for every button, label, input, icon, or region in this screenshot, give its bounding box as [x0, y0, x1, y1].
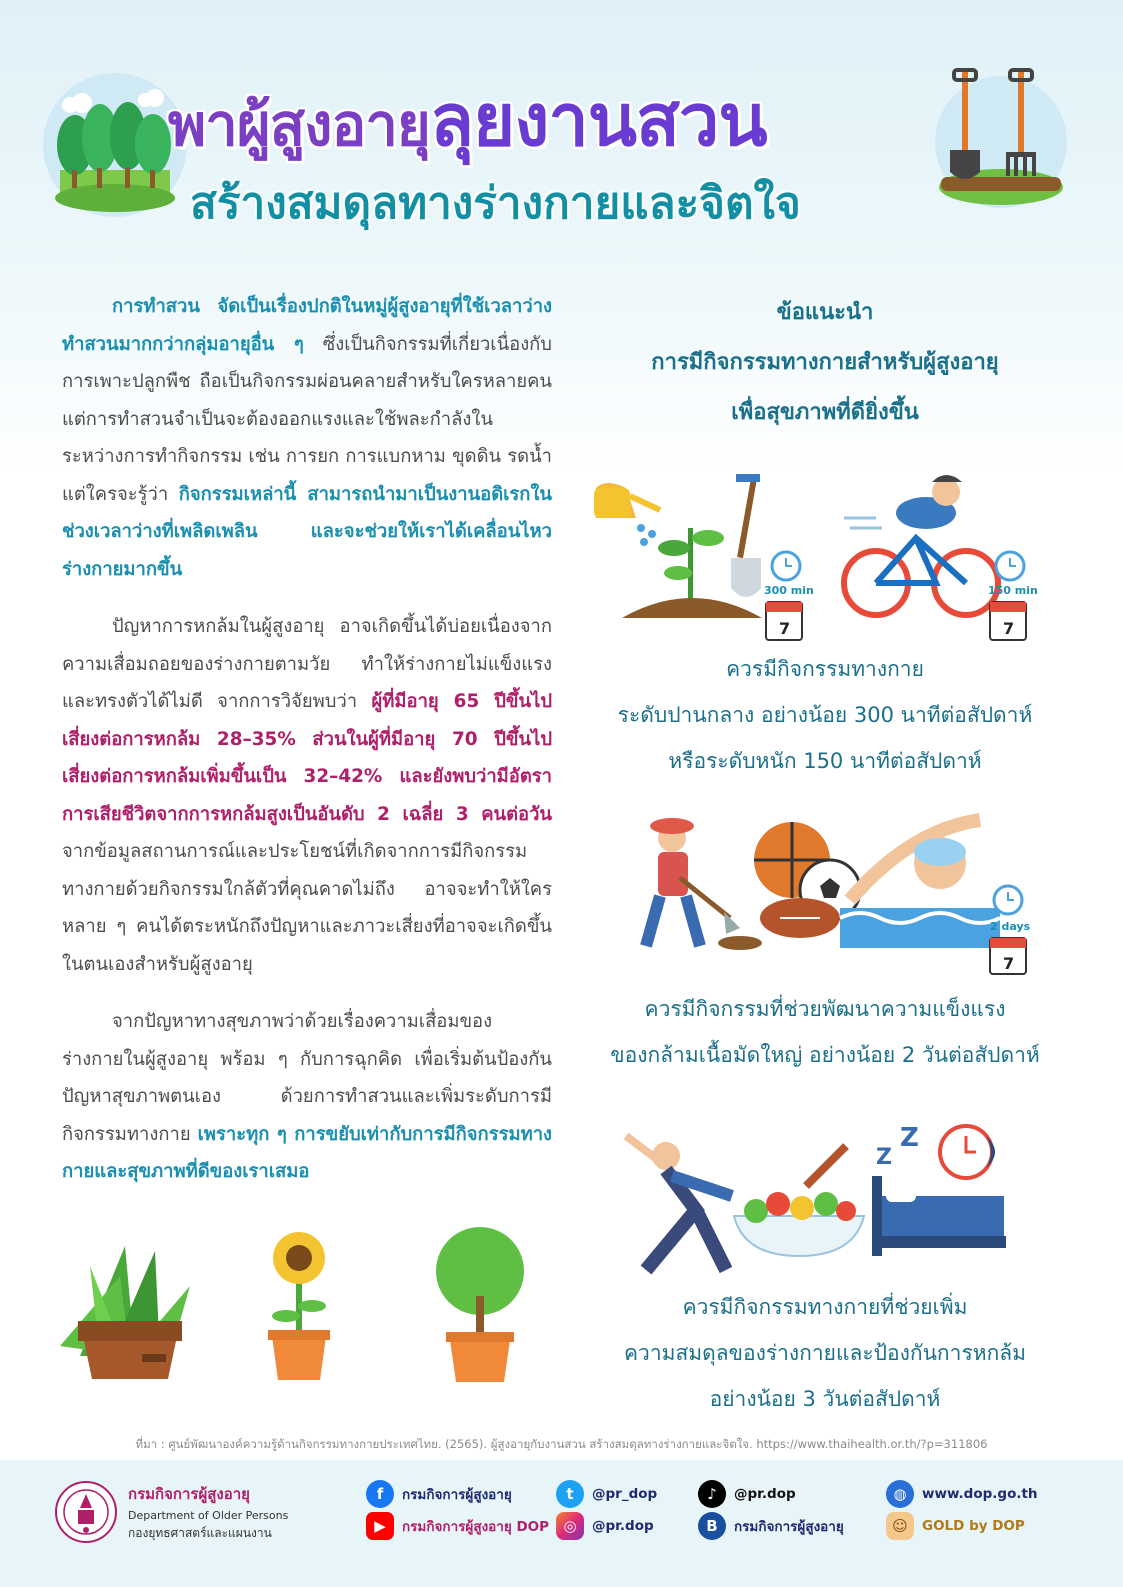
salad-bowl-icon: [734, 1146, 864, 1256]
department-division: กองยุทธศาสตร์และแผนงาน: [128, 1525, 272, 1540]
p2-highlight: ผู้ที่มีอายุ 65 ปีขึ้นไป เสี่ยงต่อการหกล้ม 28–35% ส่วนในผู้ที่มีอายุ 70 ปีขึ้นไป เสี่ยงต่อการหกล้มเพิ่มขึ้นเป็น 32–42% และยังพบว่ามีอัตราการเสียชีวิตจากการหกล้มสูงเป็นอันดับ 2 เฉลี่ย 3 คนต่อวัน: [62, 691, 553, 825]
footer: [0, 1460, 1123, 1587]
blockdit-link[interactable]: [698, 1512, 844, 1540]
tiktok-icon: ♪: [698, 1480, 726, 1508]
page-subtitle: สร้างสมดุลทางร่างกายและจิตใจ: [190, 178, 801, 229]
title-part2: ลุยงานสวน: [429, 78, 767, 162]
p2-text-2: จากข้อมูลสถานการณ์และประโยชน์ที่เกิดจากการมีกิจกรรมทางกายด้วยกิจกรรมใกล้ตัวที่คุณคาดไม่ถึง อาจจะทำให้ใครหลาย ๆ คนได้ตระหนักถึงปัญหาและภาวะเสี่ยงที่อาจจะเกิดขึ้นในตนเองสำหรับผู้สูงอายุ: [62, 841, 552, 975]
twitter-link[interactable]: [556, 1480, 657, 1508]
rec-title-line1: ข้อแนะนำ: [776, 300, 874, 325]
calendar-day: 7: [1003, 954, 1015, 973]
rec1-line3: หรือระดับหนัก 150 นาทีต่อสัปดาห์: [668, 749, 982, 773]
p3-text: จากปัญหาทางสุขภาพว่าด้วยเรื่องความเสื่อมของร่างกายในผู้สูงอายุ พร้อม ๆ กับการฉุกคิด เพื่อเริ่มต้นป้องกันปัญหาสุขภาพตนเอง ด้วยการทำสวนและเพิ่มระดับการมีกิจกรรมทางกาย: [62, 1011, 552, 1145]
tiktok-link[interactable]: [698, 1480, 796, 1508]
rec3-line2: ความสมดุลของร่างกายและป้องกันการหกล้ม: [623, 1341, 1026, 1365]
snake-plant-icon: [60, 1246, 190, 1379]
title-part1: พาผู้สูงอายุ: [168, 91, 430, 159]
svg-text:Z: Z: [876, 1145, 892, 1170]
recommendations: [580, 288, 1070, 438]
bed-sleep-icon: [872, 1123, 1006, 1256]
watering-can-icon: [594, 483, 660, 546]
instagram-link[interactable]: [556, 1512, 654, 1540]
stretching-woman-icon: [626, 1136, 732, 1270]
page-title: [168, 62, 948, 177]
facebook-icon: f: [366, 1480, 394, 1508]
p3-highlight: เพราะทุก ๆ การขยับเท่ากับการมีกิจกรรมทางกายและสุขภาพที่ดีของเราเสมอ: [62, 1123, 553, 1182]
garden-tools-icon: [926, 62, 1076, 212]
article-paragraph-2: [62, 608, 552, 983]
gold-app-icon: ☺: [886, 1512, 914, 1540]
department-name: กรมกิจการผู้สูงอายุ: [128, 1484, 250, 1503]
department-block: [54, 1480, 288, 1544]
calendar-day: 7: [1003, 619, 1015, 638]
facebook-link[interactable]: [366, 1480, 512, 1508]
twitter-icon: t: [556, 1480, 584, 1508]
recommendation-3: [580, 1284, 1070, 1422]
globe-icon: ◍: [886, 1480, 914, 1508]
soil-icon: [622, 598, 762, 618]
clock-icon: [772, 552, 800, 580]
tiktok-label: @pr.dop: [734, 1486, 796, 1502]
instagram-icon: ◎: [556, 1512, 584, 1540]
rec1-line2: ระดับปานกลาง อย่างน้อย 300 นาทีต่อสัปดาห์: [617, 703, 1033, 727]
badge-300min: 300 min: [764, 584, 814, 597]
rec-title: [580, 288, 1070, 438]
youtube-label: กรมกิจการผู้สูงอายุ DOP: [402, 1519, 550, 1535]
source-citation: ที่มา : ศูนย์พัฒนาองค์ความรู้ด้านกิจกรรมทางกายประเทศไทย. (2565). ผู้สูงอายุกับงานสวน สร้างสมดุลทางร่างกายและจิตใจ. https://www.thaihealth.or.th/?p=311806: [135, 1437, 988, 1451]
blockdit-label: กรมกิจการผู้สูงอายุ: [734, 1519, 844, 1535]
rec2-line1: ควรมีกิจกรรมที่ช่วยพัฒนาความแข็งแรง: [644, 997, 1006, 1021]
rec-title-line2: การมีกิจกรรมทางกายสำหรับผู้สูงอายุ: [651, 350, 999, 375]
gardener-digging-icon: [646, 818, 762, 950]
p1-text: ซึ่งเป็นกิจกรรมที่เกี่ยวเนื่องกับการเพาะปลูกพืช ถือเป็นกิจกรรมผ่อนคลายสำหรับใครหลายคน แต่การทำสวนจำเป็นจะต้องออกแรงและใช้พละกำลังในระหว่างการทำกิจกรรม เช่น การยก การแบกหาม ขุดดิน รดน้ำ แต่ใครจะรู้ว่า: [62, 333, 552, 505]
twitter-label: @pr_dop: [592, 1486, 658, 1502]
rec-title-line3: เพื่อสุขภาพที่ดียิ่งขึ้น: [731, 400, 919, 425]
p2-text-1: ปัญหาการหกล้มในผู้สูงอายุ อาจเกิดขึ้นได้บ่อยเนื่องจากความเสื่อมถอยของร่างกายตามวัย ทำให้ร่างกายไม่แข็งแรงและทรงตัวได้ไม่ดี จากการวิจัยพบว่า: [62, 616, 552, 712]
clock-icon: [994, 886, 1022, 914]
department-seal-icon: [54, 1480, 118, 1544]
calendar-icon: [990, 938, 1026, 974]
rec1-line1: ควรมีกิจกรรมทางกาย: [726, 657, 924, 681]
calendar-icon: [766, 602, 802, 640]
website-label: www.dop.go.th: [922, 1486, 1038, 1502]
cycling-illustration: [836, 468, 1046, 648]
facebook-label: กรมกิจการผู้สูงอายุ: [402, 1487, 512, 1503]
department-name-en: Department of Older Persons: [128, 1508, 289, 1522]
article-paragraph-3: [62, 1003, 552, 1191]
youtube-link[interactable]: [366, 1512, 549, 1540]
article-paragraph-1: [62, 288, 552, 588]
seedling-icon: [658, 528, 724, 608]
strength-illustration: [620, 808, 1040, 978]
cyclist-icon: [844, 475, 998, 615]
clock-icon: [996, 552, 1024, 580]
balance-illustration: [606, 1116, 1016, 1276]
blockdit-icon: B: [698, 1512, 726, 1540]
rec3-line3: อย่างน้อย 3 วันต่อสัปดาห์: [709, 1387, 941, 1411]
header: [0, 0, 1123, 250]
rec2-line2: ของกล้ามเนื้อมัดใหญ่ อย่างน้อย 2 วันต่อสัปดาห์: [610, 1043, 1040, 1067]
calendar-day: 7: [779, 619, 791, 638]
article: [62, 288, 552, 1191]
gold-label: GOLD by DOP: [922, 1518, 1025, 1534]
swimmer-icon: [840, 820, 1000, 948]
calendar-icon: [990, 602, 1026, 640]
sunflower-icon: [268, 1232, 330, 1380]
rec3-line1: ควรมีกิจกรรมทางกายที่ช่วยเพิ่ม: [682, 1295, 968, 1319]
instagram-label: @pr.dop: [592, 1518, 654, 1534]
recommendation-1: [580, 646, 1070, 784]
shovel-icon: [731, 474, 761, 597]
svg-text:Z: Z: [900, 1123, 919, 1153]
recommendation-2: [580, 986, 1070, 1078]
p1-highlight-2: กิจกรรมเหล่านี้ สามารถนำมาเป็นงานอดิเรกในช่วงเวลาว่างที่เพลิดเพลิน และจะช่วยให้เราได้เคลื่อนไหวร่างกายมากขึ้น: [62, 483, 552, 580]
potted-plants-illustration: [50, 1226, 550, 1386]
youtube-icon: ▶: [366, 1512, 394, 1540]
badge-150min: 150 min: [988, 584, 1038, 597]
gold-by-dop-link[interactable]: [886, 1512, 1025, 1540]
gardening-illustration: [586, 468, 816, 648]
p1-highlight-1: การทำสวน จัดเป็นเรื่องปกติในหมู่ผู้สูงอายุที่ใช้เวลาว่างทำสวนมากกว่ากลุ่มอายุอื่น ๆ: [62, 296, 552, 355]
badge-2days: 2 days: [990, 920, 1031, 933]
website-link[interactable]: [886, 1480, 1038, 1508]
tree-plant-icon: [436, 1227, 524, 1382]
